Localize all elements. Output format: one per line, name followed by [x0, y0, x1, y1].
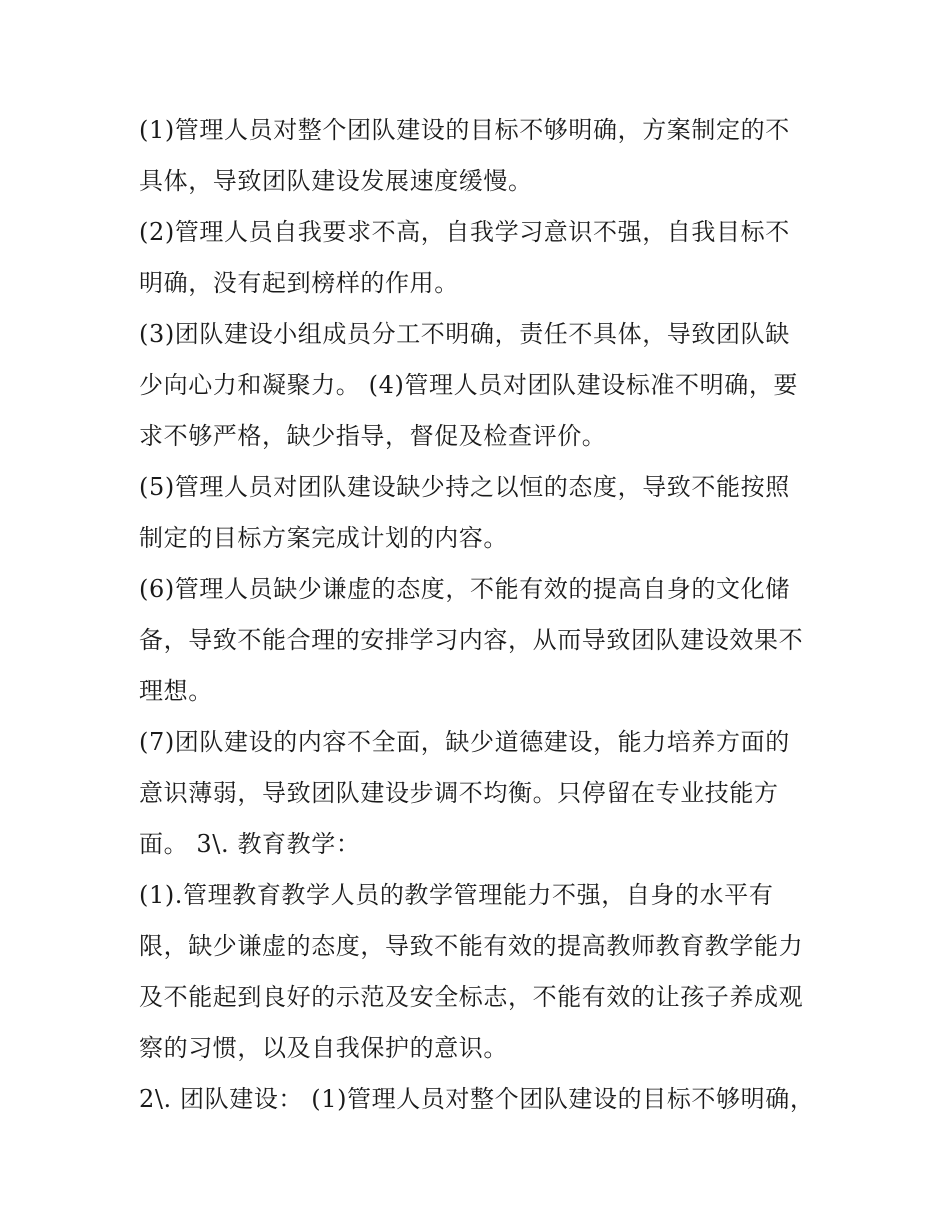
text-line: (1).管理教育教学人员的教学管理能力不强，自身的水平有: [139, 881, 774, 909]
text-line: 少向心力和凝聚力。 (4)管理人员对团队建设标准不明确，要: [139, 371, 799, 399]
text-line: (2)管理人员自我要求不高，自我学习意识不强，自我目标不: [139, 218, 790, 246]
text-line: 理想。: [139, 677, 213, 705]
text-line: 求不够严格，缺少指导，督促及检查评价。: [139, 422, 607, 450]
text-line: 面。 3\. 教育教学：: [139, 830, 361, 858]
text-line: 制定的目标方案完成计划的内容。: [139, 524, 508, 552]
text-line: (1)管理人员对整个团队建设的目标不够明确，方案制定的不: [139, 116, 790, 144]
text-line: (6)管理人员缺少谦虚的态度，不能有效的提高自身的文化储: [139, 575, 790, 603]
text-line: (5)管理人员对团队建设缺少持之以恒的态度，导致不能按照: [139, 473, 790, 501]
text-line: (3)团队建设小组成员分工不明确，责任不具体，导致团队缺: [139, 320, 790, 348]
text-line: 明确，没有起到榜样的作用。: [139, 269, 459, 297]
text-line: 备，导致不能合理的安排学习内容，从而导致团队建设效果不: [139, 626, 804, 654]
document-body: [139, 105, 829, 1125]
text-line: (7)团队建设的内容不全面，缺少道德建设，能力培养方面的: [139, 728, 790, 756]
text-line: 意识薄弱，导致团队建设步调不均衡。只停留在专业技能方: [139, 779, 779, 807]
text-line: 2\. 团队建设： (1)管理人员对整个团队建设的目标不够明确，: [139, 1085, 815, 1113]
text-line: 限，缺少谦虚的态度，导致不能有效的提高教师教育教学能力: [139, 932, 804, 960]
text-line: 具体，导致团队建设发展速度缓慢。: [139, 167, 533, 195]
text-line: 察的习惯，以及自我保护的意识。: [139, 1034, 508, 1062]
text-line: 及不能起到良好的示范及安全标志，不能有效的让孩子养成观: [139, 983, 804, 1011]
